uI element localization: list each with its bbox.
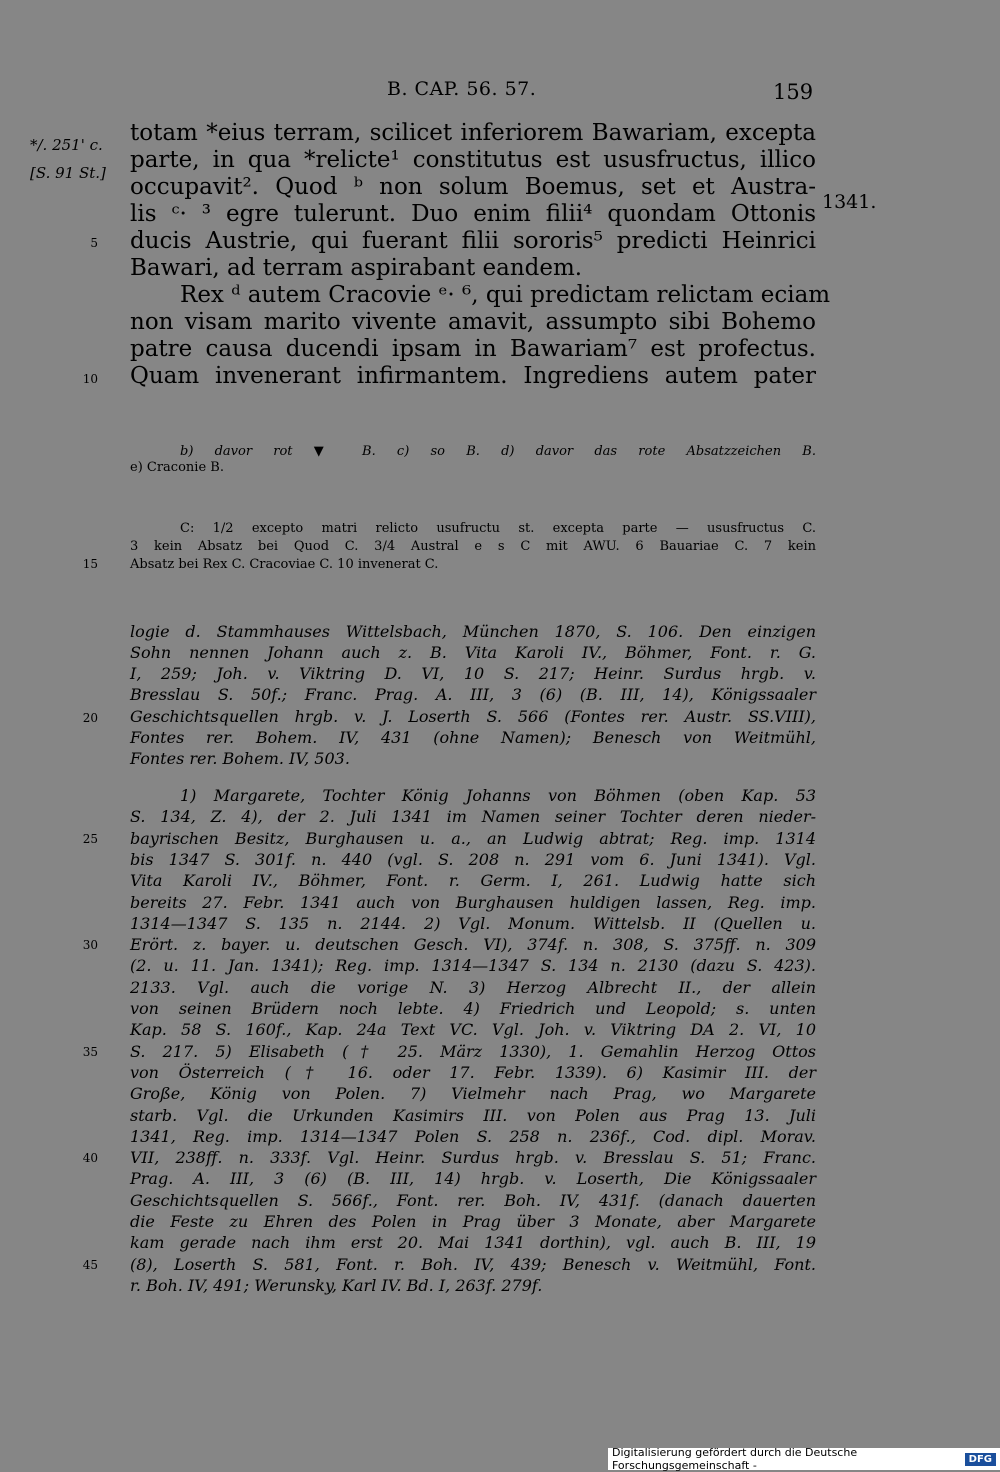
note-line: S. 134, Z. 4), der 2. Juli 1341 im Namen seiner Tochter deren nieder- [130, 807, 816, 826]
line-number: 5 [90, 236, 98, 250]
margin-year: 1341. [822, 191, 877, 213]
main-line: occupavit². Quod ᵇ non solum Boemus, set et Austra- [130, 174, 816, 200]
main-line: totam *eius terram, scilicet inferiorem Bawariam, excepta [130, 120, 816, 146]
line-number: 10 [82, 372, 98, 386]
note-line: VII, 238ff. n. 333f. Vgl. Heinr. Surdus hrgb. v. Bresslau S. 51; Franc. [130, 1148, 816, 1167]
main-line: Bawari, ad terram aspirabant eandem. [130, 255, 583, 281]
margin-note-folio: */. 251' c. [30, 136, 103, 154]
note-line: Vita Karoli IV., Böhmer, Font. r. Germ. I, 261. Ludwig hatte sich [130, 871, 816, 890]
running-head: B. CAP. 56. 57. [387, 78, 537, 100]
note-line: Geschichtsquellen S. 566f., Font. rer. Boh. IV, 431f. (danach dauerten [130, 1191, 816, 1210]
line-number: 25 [82, 832, 98, 846]
line-number: 20 [82, 711, 98, 725]
funding-credit [608, 1448, 1000, 1470]
note-line: Kap. 58 S. 160f., Kap. 24a Text VC. Vgl. Joh. v. Viktring DA 2. VI, 10 [130, 1020, 816, 1039]
apparatus-line: Absatz bei Rex C. Cracoviae C. 10 invenerat C. [130, 557, 439, 572]
note-line: die Feste zu Ehren des Polen in Prag über 3 Monate, aber Margarete [130, 1212, 816, 1231]
main-line: patre causa ducendi ipsam in Bawariam⁷ est profectus. [130, 336, 816, 362]
note-line: 2133. Vgl. auch die vorige N. 3) Herzog Albrecht II., der allein [130, 978, 816, 997]
main-line: parte, in qua *relicte¹ constitutus est ususfructus, illico [130, 147, 816, 173]
note-line: bis 1347 S. 301f. n. 440 (vgl. S. 208 n. 291 vom 6. Juni 1341). Vgl. [130, 850, 816, 869]
main-line: non visam marito vivente amavit, assumpto sibi Bohemo [130, 309, 816, 335]
note-line: Fontes rer. Bohem. IV, 503. [130, 749, 350, 768]
note-line: 1) Margarete, Tochter König Johanns von Böhmen (oben Kap. 53 [180, 786, 816, 805]
note-line: Prag. A. III, 3 (6) (B. III, 14) hrgb. v. Loserth, Die Königssaaler [130, 1169, 816, 1188]
note-line: bayrischen Besitz, Burghausen u. a., an Ludwig abtrat; Reg. imp. 1314 [130, 829, 816, 848]
line-number: 40 [82, 1151, 98, 1165]
page-number: 159 [773, 80, 814, 104]
apparatus-line: b) davor rot ▼ B. c) so B. d) davor das rote Absatzzeichen B. [180, 444, 816, 459]
line-number: 35 [82, 1045, 98, 1059]
note-line: 1314—1347 S. 135 n. 2144. 2) Vgl. Monum. Wittelsb. II (Quellen u. [130, 914, 816, 933]
apparatus-line: 3 kein Absatz bei Quod C. 3/4 Austral e s C mit AWU. 6 Bauariae C. 7 kein [130, 539, 816, 554]
note-line: r. Boh. IV, 491; Werunsky, Karl IV. Bd. I, 263f. 279f. [130, 1276, 543, 1295]
note-line: Geschichtsquellen hrgb. v. J. Loserth S. 566 (Fontes rer. Austr. SS.VIII), [130, 707, 816, 726]
note-line: I, 259; Joh. v. Viktring D. VI, 10 S. 217; Heinr. Surdus hrgb. v. [130, 664, 816, 683]
note-line: Sohn nennen Johann auch z. B. Vita Karoli IV., Böhmer, Font. r. G. [130, 643, 816, 662]
note-line: Große, König von Polen. 7) Vielmehr nach Prag, wo Margarete [130, 1084, 816, 1103]
line-number: 15 [82, 557, 98, 571]
note-line: starb. Vgl. die Urkunden Kasimirs III. von Polen aus Prag 13. Juli [130, 1106, 816, 1125]
main-line: Rex ᵈ autem Cracovie ᵉ· ⁶, qui predictam relictam eciam [180, 282, 831, 308]
main-line: ducis Austrie, qui fuerant filii sororis⁵ predicti Heinrici [130, 228, 816, 254]
note-line: 1341, Reg. imp. 1314—1347 Polen S. 258 n. 236f., Cod. dipl. Morav. [130, 1127, 816, 1146]
note-line: Fontes rer. Bohem. IV, 431 (ohne Namen); Benesch von Weitmühl, [130, 728, 816, 747]
page-header [0, 78, 1000, 108]
margin-note-edition: [S. 91 St.] [30, 164, 106, 182]
note-line: Erört. z. bayer. u. deutschen Gesch. VI), 374f. n. 308, S. 375ff. n. 309 [130, 935, 816, 954]
note-line: (2. u. 11. Jan. 1341); Reg. imp. 1314—1347 S. 134 n. 2130 (dazu S. 423). [130, 956, 816, 975]
note-line: kam gerade nach ihm erst 20. Mai 1341 dorthin), vgl. auch B. III, 19 [130, 1233, 816, 1252]
note-line: bereits 27. Febr. 1341 auch von Burghausen huldigen lassen, Reg. imp. [130, 893, 816, 912]
line-number: 45 [82, 1258, 98, 1272]
main-line: lis ᶜ· ³ egre tulerunt. Duo enim filii⁴ quondam Ottonis [130, 201, 816, 227]
apparatus-line: e) Craconie B. [130, 460, 224, 475]
note-line: Bresslau S. 50f.; Franc. Prag. A. III, 3 (6) (B. III, 14), Königssaaler [130, 685, 816, 704]
dfg-logo: DFG [965, 1453, 996, 1466]
note-line: S. 217. 5) Elisabeth († 25. März 1330), 1. Gemahlin Herzog Ottos [130, 1042, 816, 1061]
main-line: Quam invenerant infirmantem. Ingrediens autem pater [130, 363, 816, 389]
note-line: von Österreich († 16. oder 17. Febr. 1339). 6) Kasimir III. der [130, 1063, 816, 1082]
note-line: (8), Loserth S. 581, Font. r. Boh. IV, 439; Benesch v. Weitmühl, Font. [130, 1255, 816, 1274]
funding-credit-text: Digitalisierung gefördert durch die Deutsche Forschungsgemeinschaft - [612, 1446, 858, 1472]
note-line: logie d. Stammhauses Wittelsbach, München 1870, S. 106. Den einzigen [130, 622, 816, 641]
line-number: 30 [82, 938, 98, 952]
note-line: von seinen Brüdern noch lebte. 4) Friedrich und Leopold; s. unten [130, 999, 816, 1018]
apparatus-line: C: 1/2 excepto matri relicto usufructu st. excepta parte — ususfructus C. [180, 521, 816, 536]
